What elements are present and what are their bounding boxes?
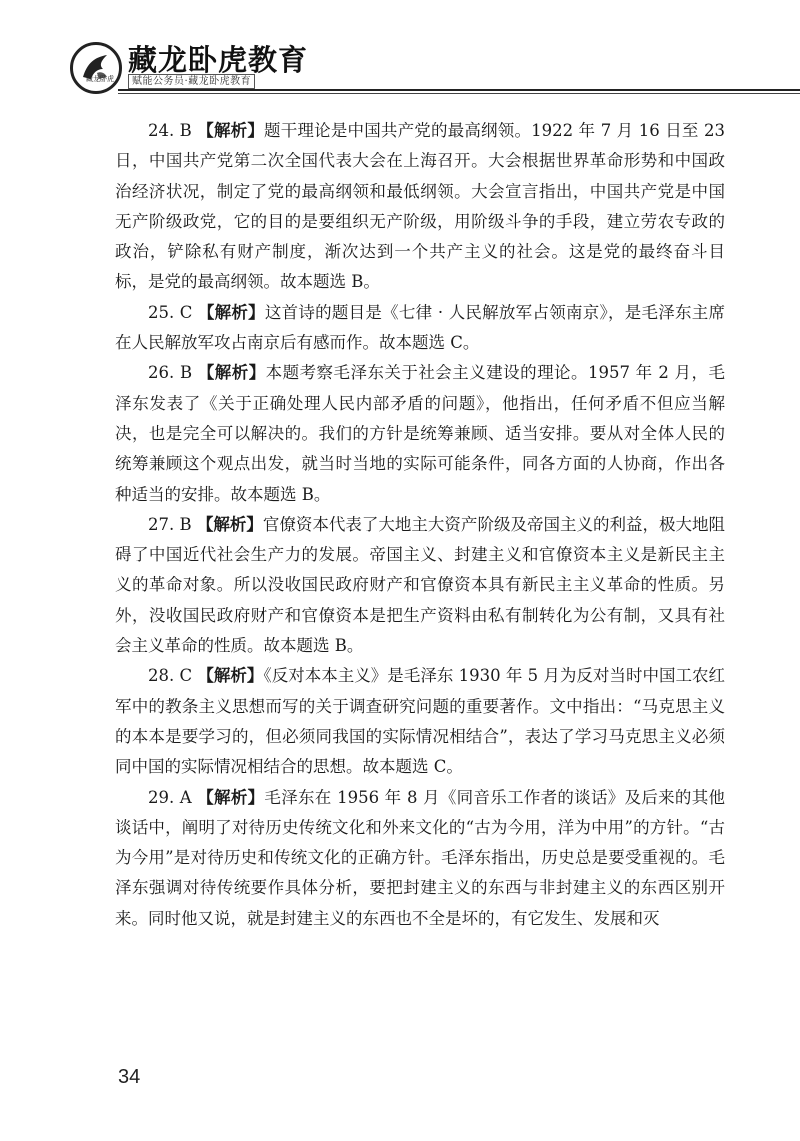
question-number: 28. C bbox=[148, 666, 193, 686]
logo-text: 藏龙卧虎 bbox=[86, 75, 114, 83]
analysis-tag: 【解析】 bbox=[196, 514, 263, 534]
explanation-27 bbox=[115, 510, 725, 661]
question-number: 27. B bbox=[148, 514, 192, 534]
analysis-tag: 【解析】 bbox=[197, 121, 265, 140]
brand-logo bbox=[70, 42, 122, 94]
explanation-24 bbox=[115, 116, 725, 298]
explanation-text: 官僚资本代表了大地主大资产阶级及帝国主义的利益，极大地阻碍了中国近代社会生产力的发展。帝国主义、封建主义和官僚资本主义是新民主主义的革命对象。所以没收国民政府财产和官僚资本具有新民主主义革命的性质。另外，没收国民政府财产和官僚资本是把生产资料由私有制转化为公有制，又具有社会主义革命的性质。故本题选 B。 bbox=[115, 514, 725, 656]
explanation-text: 毛泽东在 1956 年 8 月《同音乐工作者的谈话》及后来的其他谈话中，阐明了对待历史传统文化和外来文化的“古为今用，洋为中用”的方针。“古为今用”是对待历史和传统文化的正确方针。毛泽东指出，历史总是要受重视的。毛泽东强调对待传统要作具体分析，要把封建主义的东西与非封建主义的东西区别开来。同时他又说，就是封建主义的东西也不全是坏的，有它发生、发展和灭 bbox=[115, 787, 726, 928]
brand-tagline: 赋能公务员·藏龙卧虎教育 bbox=[128, 74, 255, 89]
page-number: 34 bbox=[118, 1066, 141, 1088]
question-number: 24. B bbox=[148, 121, 192, 140]
brand-name: 藏龙卧虎教育 bbox=[128, 43, 309, 77]
explanation-28 bbox=[115, 661, 725, 782]
header-rule bbox=[118, 89, 800, 91]
analysis-tag: 【解析】 bbox=[197, 666, 264, 686]
question-number: 26. B bbox=[148, 363, 193, 383]
header-rule-thin bbox=[118, 93, 800, 94]
explanation-26 bbox=[115, 358, 725, 509]
analysis-tag: 【解析】 bbox=[197, 363, 266, 383]
question-number: 29. A bbox=[148, 787, 192, 807]
answer-explanations bbox=[115, 116, 725, 934]
explanation-25 bbox=[115, 298, 725, 359]
explanation-text: 题干理论是中国共产党的最高纲领。1922 年 7 月 16 日至 23 日，中国共产党第二次全国代表大会在上海召开。大会根据世界革命形势和中国政治经济状况，制定了党的最高纲领和最低纲领。大会宣言指出，中国共产党是中国无产阶级政党，它的目的是要组织无产阶级，用阶级斗争的手段，建立劳农专政的政治，铲除私有财产制度，渐次达到一个共产主义的社会。这是党的最终奋斗目标，是党的最高纲领。故本题选 B。 bbox=[115, 121, 726, 292]
question-number: 25. C bbox=[148, 302, 193, 322]
explanation-text: 《反对本本主义》是毛泽东 1930 年 5 月为反对当时中国工农红军中的教条主义思想而写的关于调查研究问题的重要著作。文中指出：“马克思主义的本本是要学习的，但必须同我国的实际情况相结合”，表达了学习马克思主义必须同中国的实际情况相结合的思想。故本题选 C。 bbox=[115, 666, 726, 777]
analysis-tag: 【解析】 bbox=[197, 787, 265, 807]
explanation-text: 本题考察毛泽东关于社会主义建设的理论。1957 年 2 月，毛泽东发表了《关于正确处理人民内部矛盾的问题》，他指出，任何矛盾不但应当解决，也是完全可以解决的。我们的方针是统筹兼顾、适当安排。要从对全体人民的统筹兼顾这个观点出发，就当时当地的实际可能条件，同各方面的人协商，作出各种适当的安排。故本题选 B。 bbox=[115, 363, 725, 504]
analysis-tag: 【解析】 bbox=[197, 302, 265, 322]
explanation-text: 这首诗的题目是《七律 · 人民解放军占领南京》，是毛泽东主席在人民解放军攻占南京后有感而作。故本题选 C。 bbox=[115, 302, 725, 353]
explanation-29 bbox=[115, 783, 725, 934]
page-header bbox=[0, 0, 800, 100]
